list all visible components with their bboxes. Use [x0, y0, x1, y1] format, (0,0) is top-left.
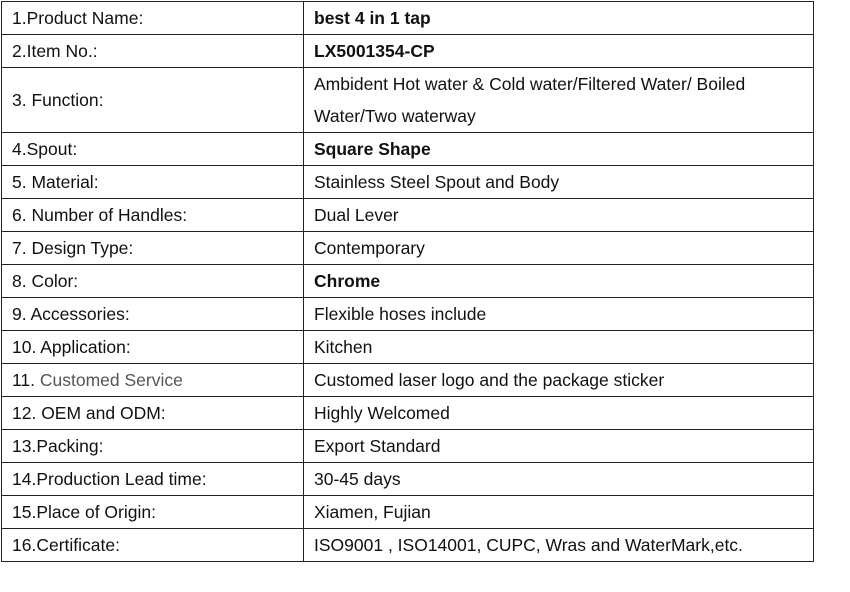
spec-label: 9. Accessories:: [2, 298, 304, 331]
spec-label: 12. OEM and ODM:: [2, 397, 304, 430]
spec-label: 13.Packing:: [2, 430, 304, 463]
spec-value: Square Shape: [304, 133, 814, 166]
table-row: [2, 2, 814, 35]
spec-value: best 4 in 1 tap: [304, 2, 814, 35]
spec-label: 10. Application:: [2, 331, 304, 364]
table-row: [2, 397, 814, 430]
spec-label: 6. Number of Handles:: [2, 199, 304, 232]
spec-label: 1.Product Name:: [2, 2, 304, 35]
table-row: [2, 331, 814, 364]
spec-value: Kitchen: [304, 331, 814, 364]
spec-label-text: Customed Service: [39, 369, 183, 390]
product-spec-table: [1, 1, 814, 562]
spec-value: Chrome: [304, 265, 814, 298]
spec-value: Customed laser logo and the package sticker: [304, 364, 814, 397]
spec-value: 30-45 days: [304, 463, 814, 496]
table-row: [2, 68, 814, 133]
spec-value: Highly Welcomed: [304, 397, 814, 430]
table-row: [2, 166, 814, 199]
table-row: [2, 496, 814, 529]
spec-label: 16.Certificate:: [2, 529, 304, 562]
spec-label: 7. Design Type:: [2, 232, 304, 265]
table-row: [2, 298, 814, 331]
table-row: [2, 232, 814, 265]
spec-value: Flexible hoses include: [304, 298, 814, 331]
table-row: [2, 529, 814, 562]
spec-label: 14.Production Lead time:: [2, 463, 304, 496]
spec-label: 2.Item No.:: [2, 35, 304, 68]
spec-value: Xiamen, Fujian: [304, 496, 814, 529]
table-row: [2, 199, 814, 232]
table-row: [2, 265, 814, 298]
spec-label: 5. Material:: [2, 166, 304, 199]
spec-label: 15.Place of Origin:: [2, 496, 304, 529]
spec-value: Export Standard: [304, 430, 814, 463]
spec-label-number: 11.: [12, 369, 40, 390]
table-row: [2, 364, 814, 397]
spec-value: ISO9001 , ISO14001, CUPC, Wras and WaterMark,etc.: [304, 529, 814, 562]
table-row: [2, 430, 814, 463]
spec-value: Ambident Hot water & Cold water/Filtered Water/ Boiled Water/Two waterway: [304, 68, 814, 133]
spec-value: Stainless Steel Spout and Body: [304, 166, 814, 199]
spec-value: Contemporary: [304, 232, 814, 265]
table-row: [2, 463, 814, 496]
spec-label: [2, 364, 304, 397]
spec-label: 8. Color:: [2, 265, 304, 298]
table-row: [2, 35, 814, 68]
spec-value: LX5001354-CP: [304, 35, 814, 68]
spec-value: Dual Lever: [304, 199, 814, 232]
table-row: [2, 133, 814, 166]
spec-label: 3. Function:: [2, 68, 304, 133]
spec-label: 4.Spout:: [2, 133, 304, 166]
